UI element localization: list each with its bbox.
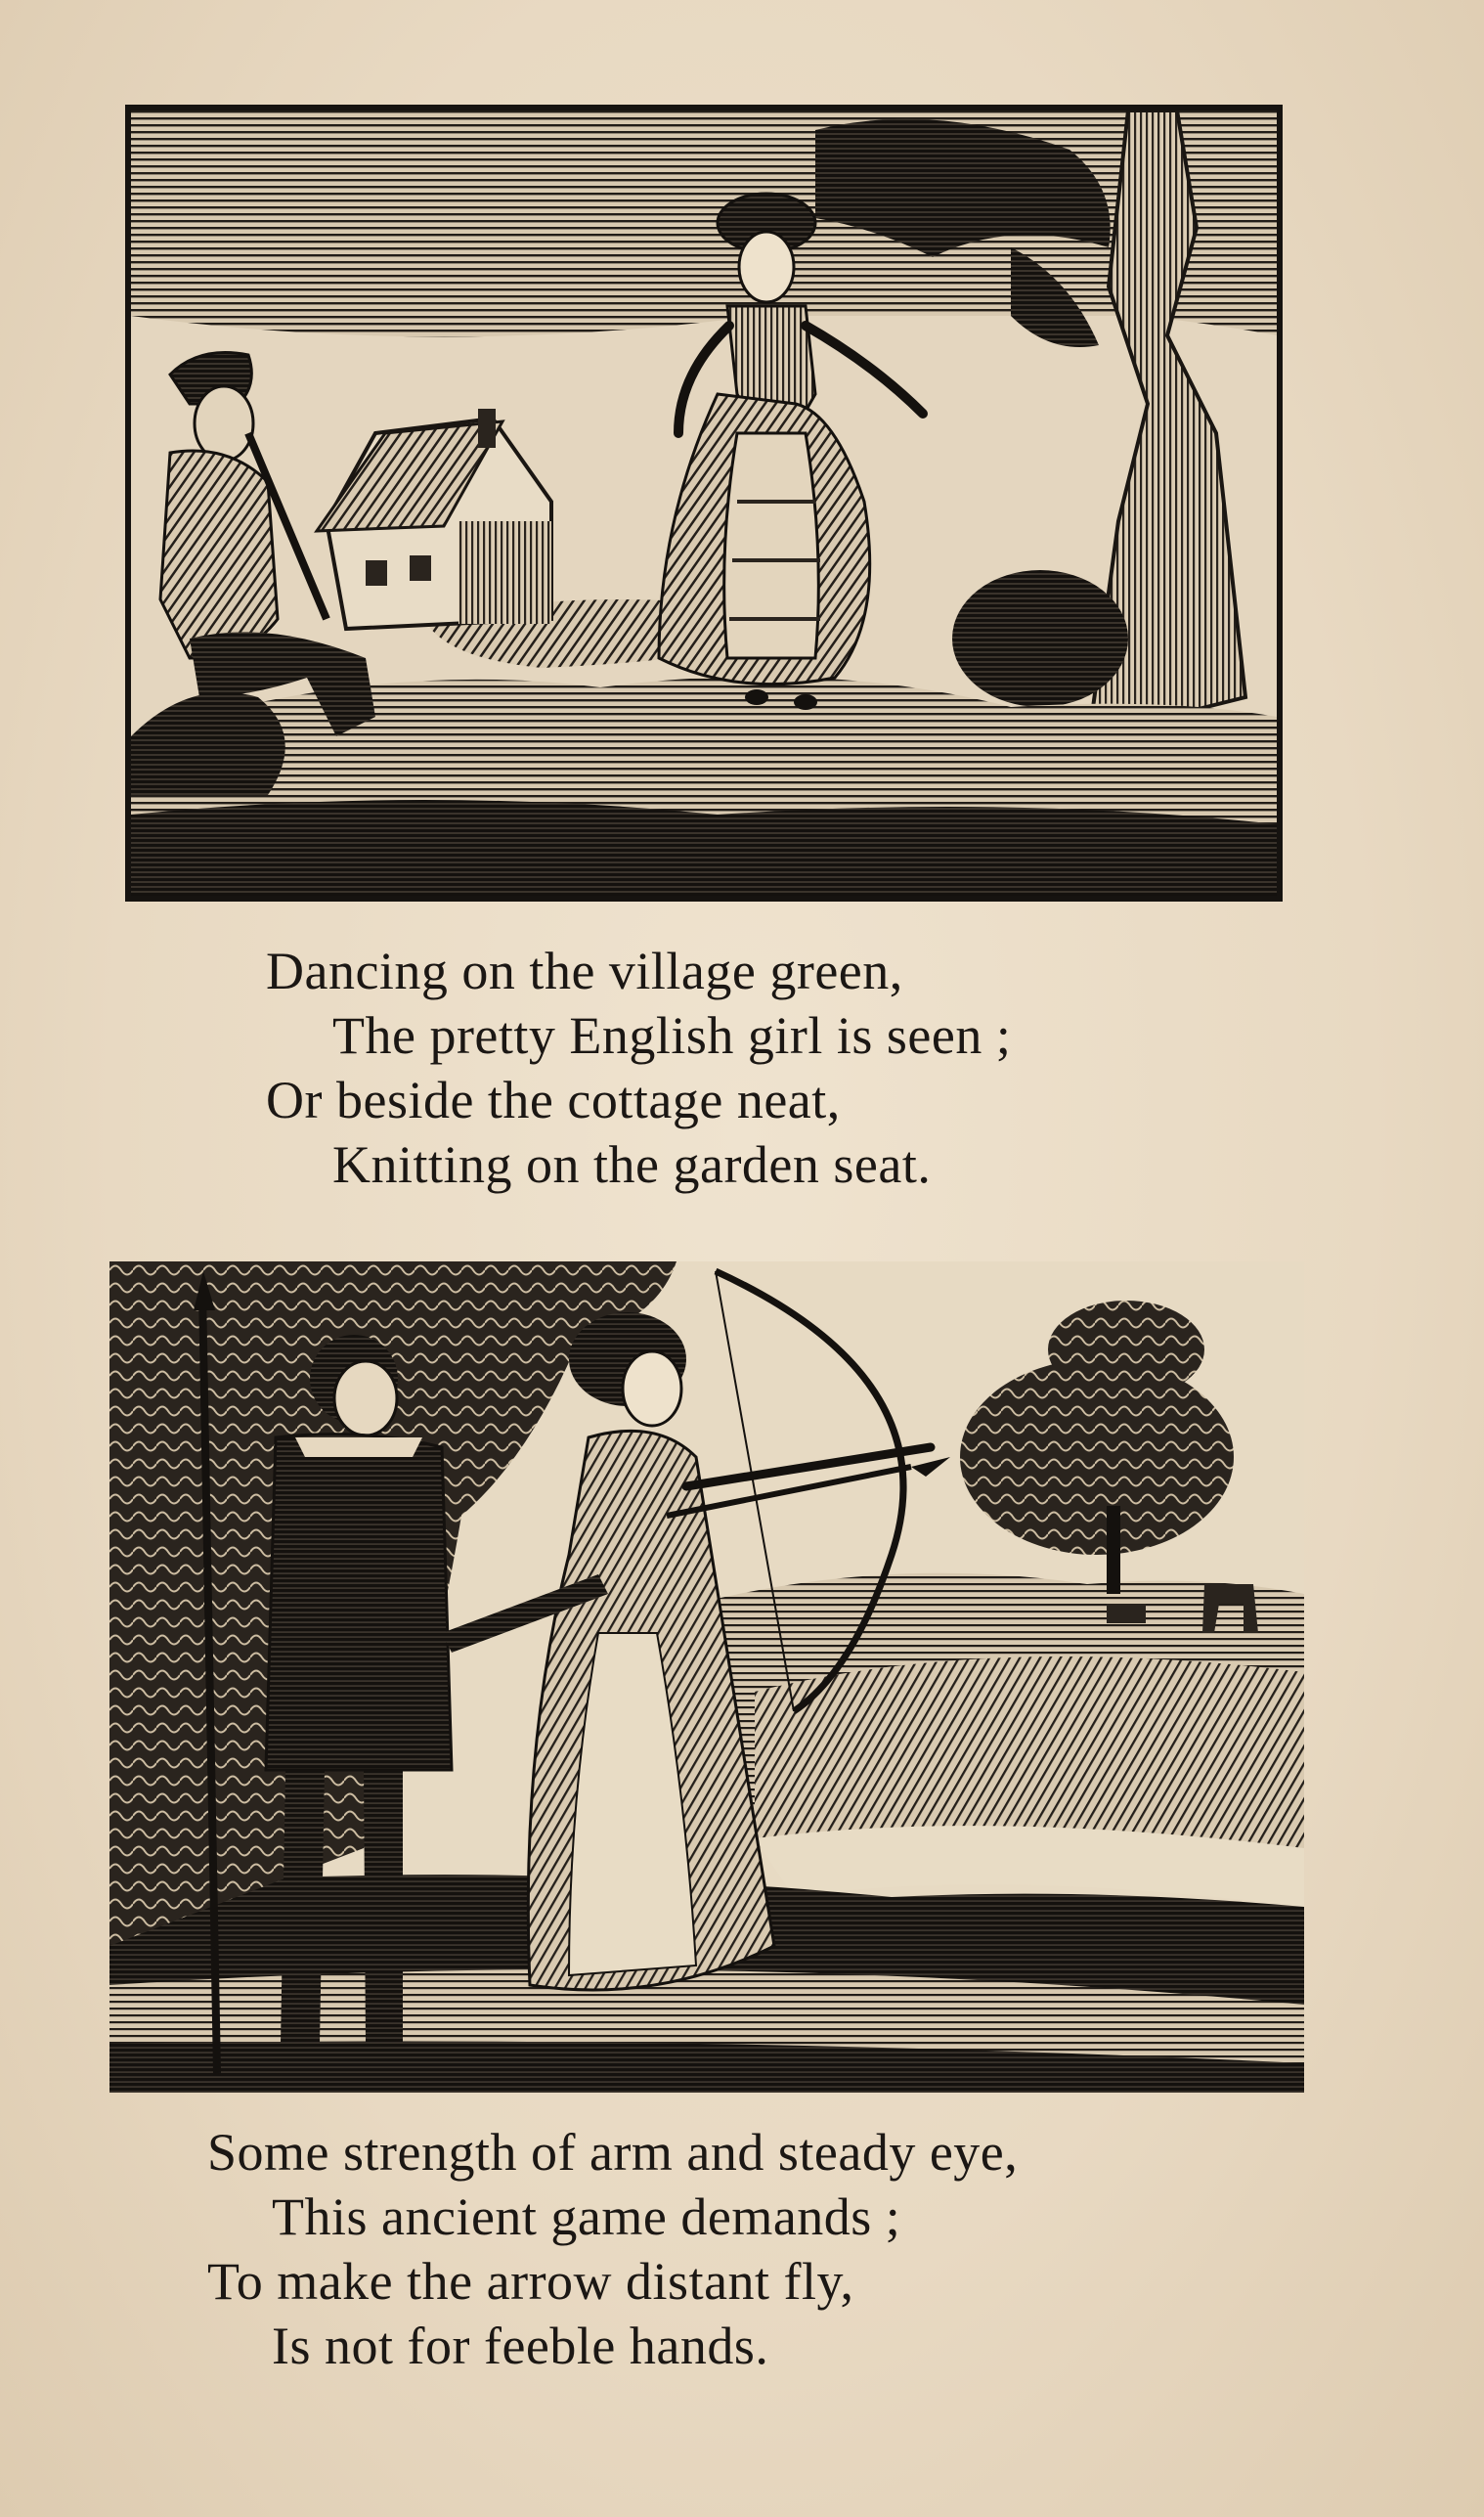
verse-2-line-2: This ancient game demands ; (272, 2187, 901, 2246)
woodcut-icon (131, 110, 1277, 896)
verse-1-line-4: Knitting on the garden seat. (332, 1135, 932, 1194)
verse-1-line-3: Or beside the cottage neat, (266, 1071, 841, 1129)
verse-2-line-4: Is not for feeble hands. (272, 2317, 769, 2375)
verse-1-line-2: The pretty English girl is seen ; (332, 1006, 1012, 1065)
verse-2-line-1: Some strength of arm and steady eye, (207, 2123, 1019, 2182)
verse-2-line-3: To make the arrow distant fly, (207, 2252, 854, 2311)
woodcut-icon (109, 1261, 1304, 2093)
verse-1-line-1: Dancing on the village green, (266, 942, 903, 1000)
woodcut-illustration-archery (109, 1261, 1304, 2093)
woodcut-illustration-dancing (125, 105, 1283, 902)
